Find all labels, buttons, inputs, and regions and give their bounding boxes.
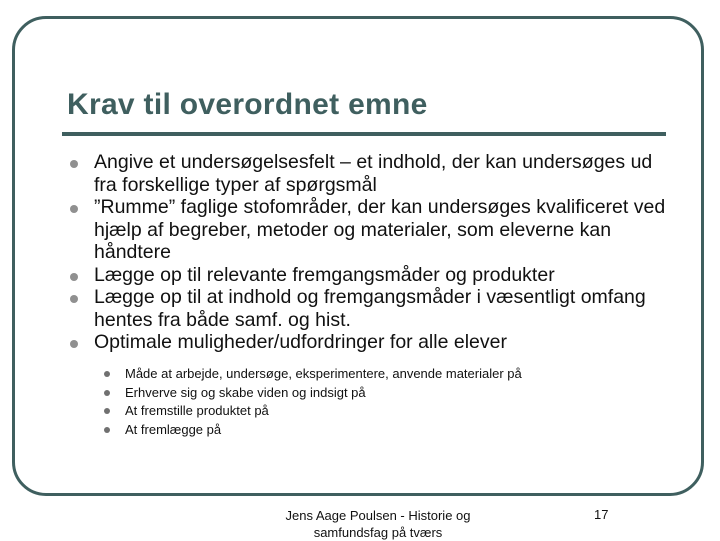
bullet-dot-icon bbox=[70, 340, 78, 348]
sub-bullet-text: Måde at arbejde, undersøge, eksperimentere, anvende materialer på bbox=[125, 366, 522, 381]
title-underline bbox=[62, 132, 666, 136]
sub-bullet-text: Erhverve sig og skabe viden og indsigt på bbox=[125, 384, 366, 400]
sub-bullet-text: At fremlægge på bbox=[125, 421, 222, 437]
sub-bullet-dot-icon bbox=[104, 390, 110, 396]
sub-list-item bbox=[102, 384, 522, 403]
bullet-text: Lægge op til relevante fremgangsmåder og produkter bbox=[94, 263, 555, 286]
bullet-dot-icon bbox=[70, 205, 78, 213]
sub-list-item bbox=[102, 402, 522, 421]
sub-bullet-text: At fremstille produktet på bbox=[125, 403, 269, 418]
list-item bbox=[70, 196, 680, 264]
sub-bullet-dot-icon bbox=[104, 371, 110, 377]
sub-bullet-list bbox=[102, 365, 522, 439]
bullet-text: ”Rumme” faglige stofområder, der kan undersøges kvalificeret ved hjælp af begreber, metoder og materialer, som eleverne kan håndtere bbox=[94, 196, 666, 263]
bullet-text: Lægge op til at indhold og fremgangsmåder i væsentligt omfang hentes fra både samf. og hist. bbox=[94, 286, 646, 331]
bullet-text: Angive et undersøgelsesfelt – et indhold, der kan undersøges ud fra forskellige typer af spørgsmål bbox=[94, 151, 653, 196]
bullet-list bbox=[70, 151, 680, 354]
list-item bbox=[70, 151, 680, 196]
sub-bullet-dot-icon bbox=[104, 427, 110, 433]
list-item bbox=[70, 264, 680, 287]
list-item bbox=[70, 286, 680, 331]
bullet-dot-icon bbox=[70, 273, 78, 281]
page-number: 17 bbox=[594, 507, 609, 522]
sub-list-item bbox=[102, 365, 522, 384]
bullet-text: Optimale muligheder/udfordringer for alle elever bbox=[94, 331, 507, 353]
sub-bullet-dot-icon bbox=[104, 408, 110, 414]
slide-title: Krav til overordnet emne bbox=[67, 88, 428, 121]
slide-footer: Jens Aage Poulsen - Historie og samfundsfag på tværs bbox=[285, 508, 471, 540]
list-item bbox=[70, 331, 680, 354]
sub-list-item bbox=[102, 421, 522, 440]
bullet-dot-icon bbox=[70, 295, 78, 303]
bullet-dot-icon bbox=[70, 160, 78, 168]
